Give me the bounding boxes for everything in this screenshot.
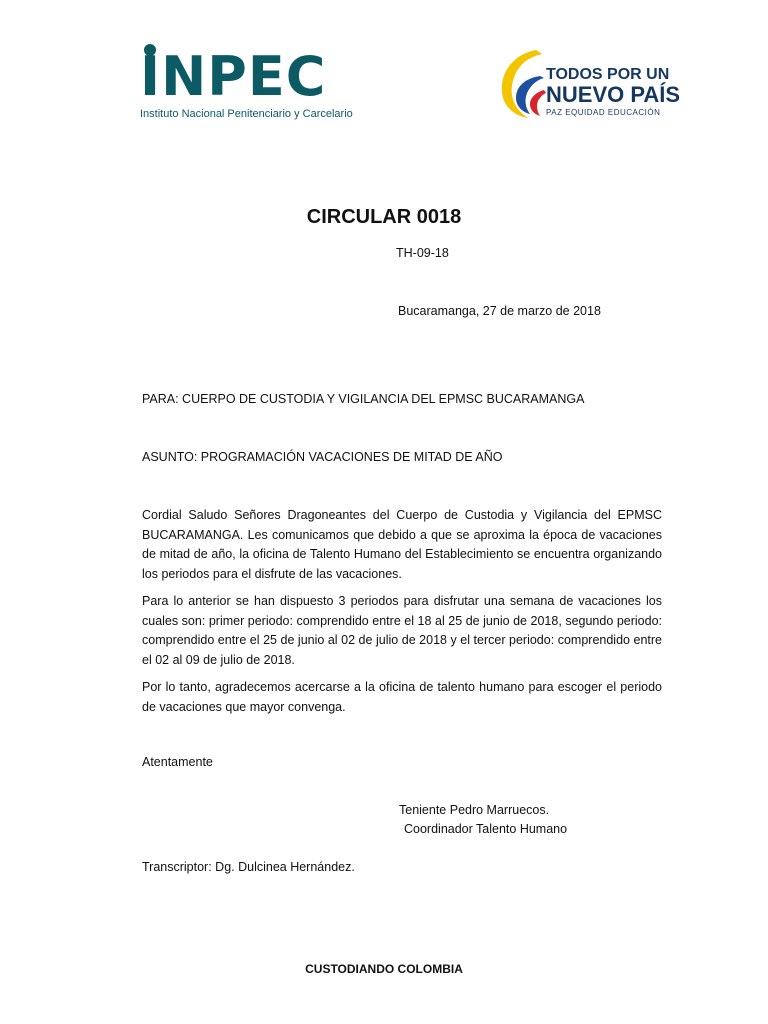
body-paragraph-1: Cordial Saludo Señores Dragoneantes del Cuerpo de Custodia y Vigilancia del EPMSC BUCARAMANGA. Les comunicamos que debido a que se aproxima la época de vacaciones de mitad de año, la oficina de Talento Humano del Establecimiento se encuentra organizando los periodos para el disfrute de las vacaciones.	[142, 508, 662, 581]
gobierno-logo-line2: NUEVO PAÍS	[546, 82, 681, 107]
closing: Atentamente	[142, 755, 213, 769]
signer-name: Teniente Pedro Marruecos.	[399, 803, 550, 817]
inpec-logo-word: INPEC	[140, 45, 327, 108]
body-paragraph-2: Para lo anterior se han dispuesto 3 periodos para disfrutar una semana de vacaciones los cuales son: primer periodo: comprendido entre el 18 al 25 de junio de 2018, segundo periodo: comprendido entre el 25 de junio al 02 de julio de 2018 y el tercer periodo: comprendido entre el 02 al 09 de julio de 2018.	[142, 594, 662, 667]
inpec-logo-subtitle: Instituto Nacional Penitenciario y Carcelario	[140, 108, 353, 120]
body-paragraph-3: Por lo tanto, agradecemos acercarse a la oficina de talento humano para escoger el periodo de vacaciones que mayor convenga.	[142, 680, 662, 714]
document-date: Bucaramanga, 27 de marzo de 2018	[398, 304, 601, 318]
subject-line: ASUNTO: PROGRAMACIÓN VACACIONES DE MITAD DE AÑO	[142, 450, 503, 464]
footer-motto: CUSTODIANDO COLOMBIA	[305, 962, 463, 976]
signer-role: Coordinador Talento Humano	[404, 822, 568, 836]
flag-swoosh-icon	[496, 46, 548, 122]
gobierno-logo-motto: PAZ EQUIDAD EDUCACIÓN	[546, 108, 661, 117]
gobierno-logo-line1: TODOS POR UN	[546, 66, 670, 83]
document-code: TH-09-18	[396, 246, 449, 260]
document-title: CIRCULAR 0018	[306, 206, 462, 228]
transcriptor: Transcriptor: Dg. Dulcinea Hernández.	[142, 860, 355, 874]
gobierno-logo	[496, 46, 681, 122]
inpec-logo	[140, 42, 380, 124]
recipient-line: PARA: CUERPO DE CUSTODIA Y VIGILANCIA DEL EPMSC BUCARAMANGA	[142, 392, 585, 406]
